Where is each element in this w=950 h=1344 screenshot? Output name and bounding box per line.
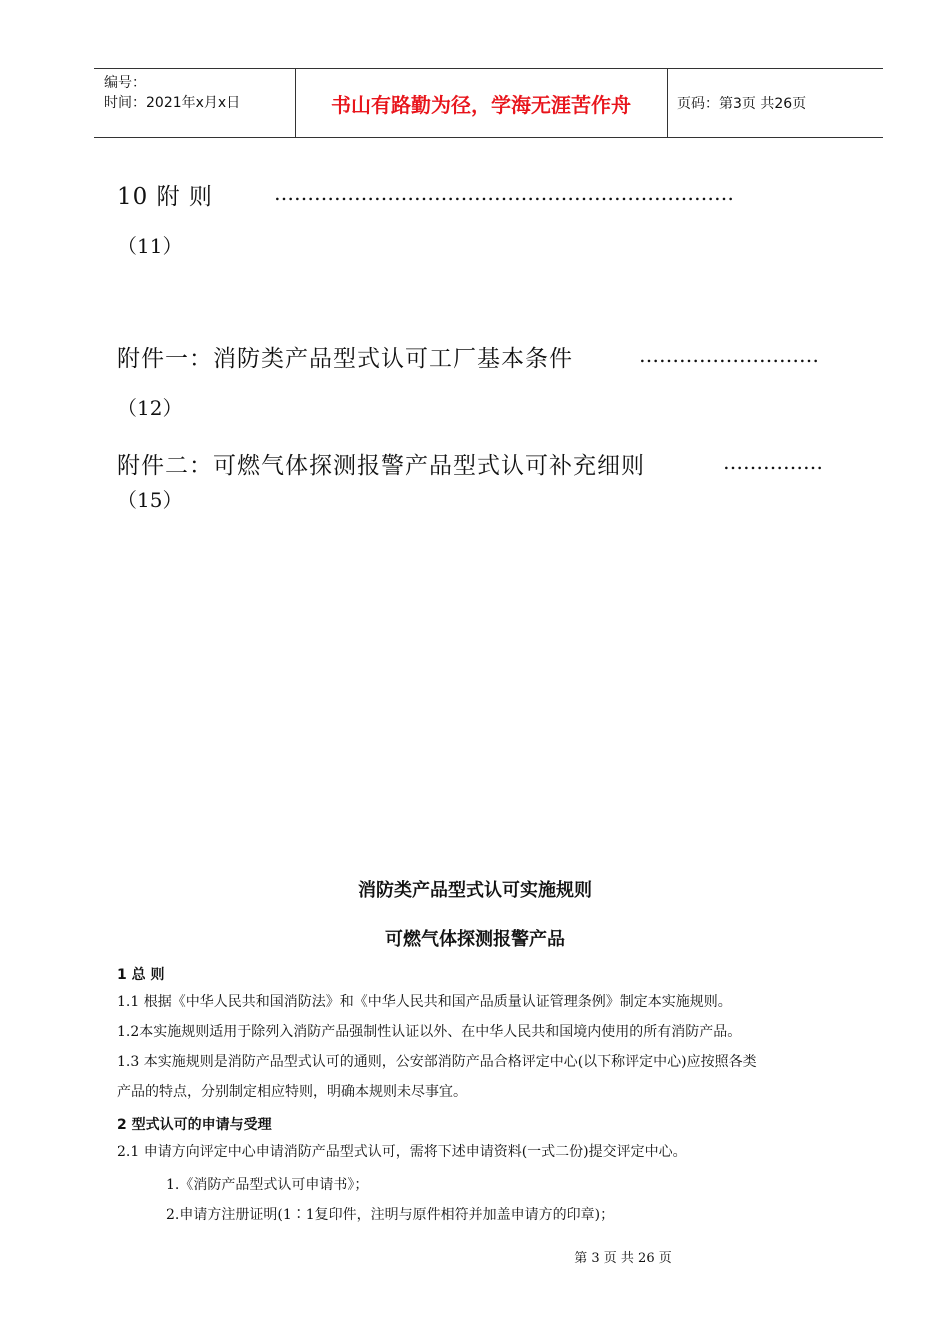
section-heading-2: 2 型式认可的申请与受理 xyxy=(117,1117,272,1133)
toc-annex-2-dots: …………… xyxy=(723,450,823,474)
header-time: 时间：2021年x月x日 xyxy=(104,95,241,111)
section-heading-1: 1 总 则 xyxy=(117,967,165,983)
toc-entry-10-title: 10 附 则 xyxy=(117,184,213,210)
toc-annex-2-page: （15） xyxy=(117,488,183,512)
page-footer: 第 3 页 共 26 页 xyxy=(574,1251,672,1266)
header-number: 编号： xyxy=(104,75,146,91)
toc-annex-1-title: 附件一：消防类产品型式认可工厂基本条件 xyxy=(117,346,573,372)
doc-subtitle: 可燃气体探测报警产品 xyxy=(385,929,565,950)
paragraph-1-2: 1.2本实施规则适用于除列入消防产品强制性认证以外、在中华人民共和国境内使用的所有消防产品。 xyxy=(117,1024,742,1040)
paragraph-1-3-cont: 产品的特点，分别制定相应特则，明确本规则未尽事宜。 xyxy=(117,1084,467,1100)
paragraph-1-1: 1.1 根据《中华人民共和国消防法》和《中华人民共和国产品质量认证管理条例》制定本实施规则。 xyxy=(117,994,732,1010)
toc-entry-10-dots: …………………………………………………………… xyxy=(274,181,734,205)
header-meta xyxy=(104,73,240,113)
list-item: 2.申请方注册证明(1∶1复印件，注明与原件相符并加盖申请方的印章)； xyxy=(166,1207,615,1223)
header-divider xyxy=(667,69,668,137)
header-motto: 书山有路勤为径，学海无涯苦作舟 xyxy=(331,92,631,117)
toc-annex-1-page: （12） xyxy=(117,396,183,420)
paragraph-2-1: 2.1 申请方向评定中心申请消防产品型式认可，需将下述申请资料(一式二份)提交评定中心。 xyxy=(117,1144,687,1160)
header-page-number: 页码：第3页 共26页 xyxy=(677,96,807,112)
toc-entry-10-page: （11） xyxy=(117,234,183,258)
toc-annex-1-dots: ……………………… xyxy=(639,343,819,367)
toc-annex-2-title: 附件二：可燃气体探测报警产品型式认可补充细则 xyxy=(117,453,645,479)
page-header xyxy=(94,68,883,138)
doc-title: 消防类产品型式认可实施规则 xyxy=(358,880,592,901)
list-item: 1.《消防产品型式认可申请书》； xyxy=(166,1177,369,1193)
paragraph-1-3: 1.3 本实施规则是消防产品型式认可的通则，公安部消防产品合格评定中心(以下称评定中心)应按照各类 xyxy=(117,1054,757,1070)
